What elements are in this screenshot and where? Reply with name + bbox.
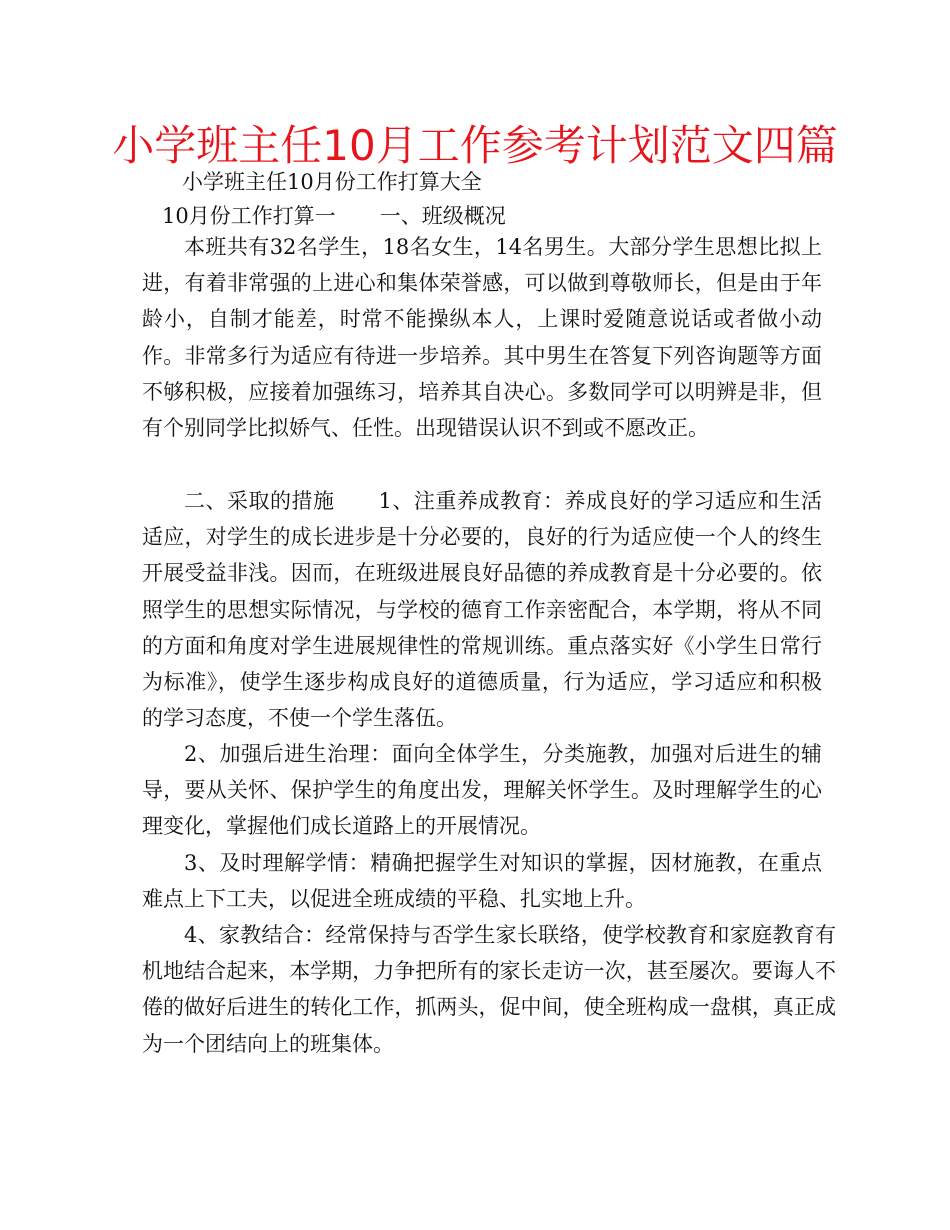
paragraph-class-overview: 本班共有32名学生，18名女生，14名男生。大部分学生思想比拟上进，有着非常强的上进心和集体荣誉感，可以做到尊敬师长，但是由于年龄小，自制才能差，时常不能操纵本人，上课时爱随意说话或者做小动作。非常多行为适应有待进一步培养。其中男生在答复下列咨询题等方面不够积极，应接着加强练习，培养其自决心。多数同学可以明辨是非，但有个别同学比拟娇气、任性。出现错误认识不到或不愿改正。 [142, 235, 822, 441]
measures-body: 1、注重养成教育：养成良好的学习适应和生活适应，对学生的成长进步是十分必要的，良好的行为适应使一个人的终生开展受益非浅。因而，在班级进展良好品德的养成教育是十分必要的。依照学生的思想实际情况，与学校的德育工作亲密配合，本学期，将从不同的方面和角度对学生进展规律性的常规训练。重点落实好《小学生日常行为标准》，使学生逐步构成良好的道德质量，行为适应，学习适应和积极的学习态度，不使一个学生落伍。 [142, 489, 823, 731]
section-heading-part-b: 一、班级概况 [379, 204, 506, 228]
paragraph-learning-status: 3、及时理解学情：精确把握学生对知识的掌握，因材施教，在重点难点上下工夫，以促进全班成绩的平稳、扎实地上升。 [142, 851, 822, 912]
measures-heading: 二、采取的措施 [184, 489, 335, 513]
paragraph-home-school: 4、家教结合：经常保持与否学生家长联络，使学校教育和家庭教育有机地结合起来，本学期，力争把所有的家长走访一次，甚至屡次。要诲人不倦的做好后进生的转化工作，抓两头，促中间，使全班构成一盘棋，真正成为一个团结向上的班集体。 [142, 923, 836, 1056]
paragraph-struggling-students: 2、加强后进生治理：面向全体学生，分类施教，加强对后进生的辅导，要从关怀、保护学生的角度出发，理解关怀学生。及时理解学生的心理变化，掌握他们成长道路上的开展情况。 [142, 742, 822, 839]
document-title: 小学班主任10月工作参考计划范文四篇 [112, 121, 838, 170]
section-heading-part-a: 10月份工作打算一 [162, 204, 336, 228]
paragraph-measures [142, 483, 822, 736]
document-subtitle: 小学班主任10月份工作打算大全 [182, 170, 482, 194]
section-heading [162, 202, 506, 230]
